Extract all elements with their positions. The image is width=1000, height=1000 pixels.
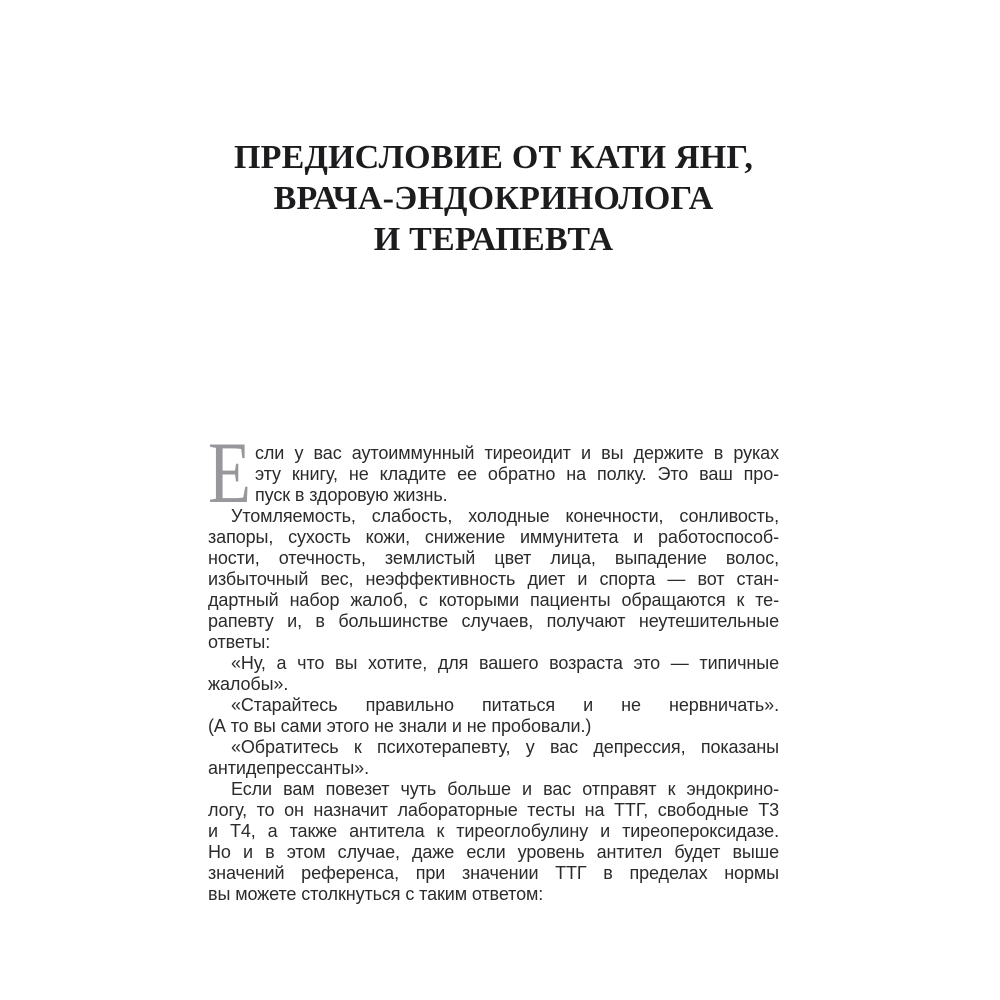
text-line: ности, отечность, землистый цвет лица, выпадение волос, xyxy=(208,548,779,568)
text-line: дартный набор жалоб, с которыми пациенты обращаются к те- xyxy=(208,590,779,610)
text-line: сли у вас аутоиммунный тиреоидит и вы держите в руках xyxy=(255,443,779,463)
chapter-title-line: И ТЕРАПЕВТА xyxy=(373,221,614,258)
paragraph-2 xyxy=(208,506,779,653)
chapter-title-line: ПРЕДИСЛОВИЕ ОТ КАТИ ЯНГ, xyxy=(233,139,754,176)
text-line: антидепрессанты». xyxy=(208,758,369,778)
text-line: эту книгу, не кладите ее обратно на полку. Это ваш про- xyxy=(255,464,779,484)
text-line: ответы: xyxy=(208,632,271,652)
text-line: избыточный вес, неэффективность диет и спорта — вот стан- xyxy=(208,569,779,589)
chapter-title-line: ВРАЧА-ЭНДОКРИНОЛОГА xyxy=(273,180,714,217)
text-line: логу, то он назначит лабораторные тесты на ТТГ, свободные Т3 xyxy=(208,800,779,820)
text-line: вы можете столкнуться с таким ответом: xyxy=(208,884,544,904)
drop-cap: Е xyxy=(208,425,251,522)
text-line: (А то вы сами этого не знали и не пробовали.) xyxy=(208,716,592,736)
text-line: «Обратитесь к психотерапевту, у вас депрессия, показаны xyxy=(231,737,779,757)
text-line: и Т4, а также антитела к тиреоглобулину и тиреопероксидазе. xyxy=(208,821,779,841)
text-line: рапевту и, в большинстве случаев, получают неутешительные xyxy=(208,611,779,631)
chapter-title xyxy=(208,137,779,260)
text-line: Утомляемость, слабость, холодные конечности, сонливость, xyxy=(231,506,779,526)
text-line: «Ну, а что вы хотите, для вашего возраста это — типичные xyxy=(231,653,779,673)
paragraph-4 xyxy=(208,695,779,737)
paragraph-6 xyxy=(208,779,779,905)
text-line: Если вам повезет чуть больше и вас отправят к эндокрино- xyxy=(231,779,779,799)
paragraph-5 xyxy=(208,737,779,779)
body-text xyxy=(208,425,779,905)
text-line: «Старайтесь правильно питаться и не нервничать». xyxy=(231,695,779,715)
text-line: Но и в этом случае, даже если уровень антител будет выше xyxy=(208,842,779,862)
text-line: значений референса, при значении ТТГ в пределах нормы xyxy=(208,863,779,883)
text-line: пуск в здоровую жизнь. xyxy=(255,485,448,505)
text-line: жалобы». xyxy=(208,674,289,694)
text-line: запоры, сухость кожи, снижение иммунитета и работоспособ- xyxy=(208,527,779,547)
paragraph-3 xyxy=(208,653,779,695)
